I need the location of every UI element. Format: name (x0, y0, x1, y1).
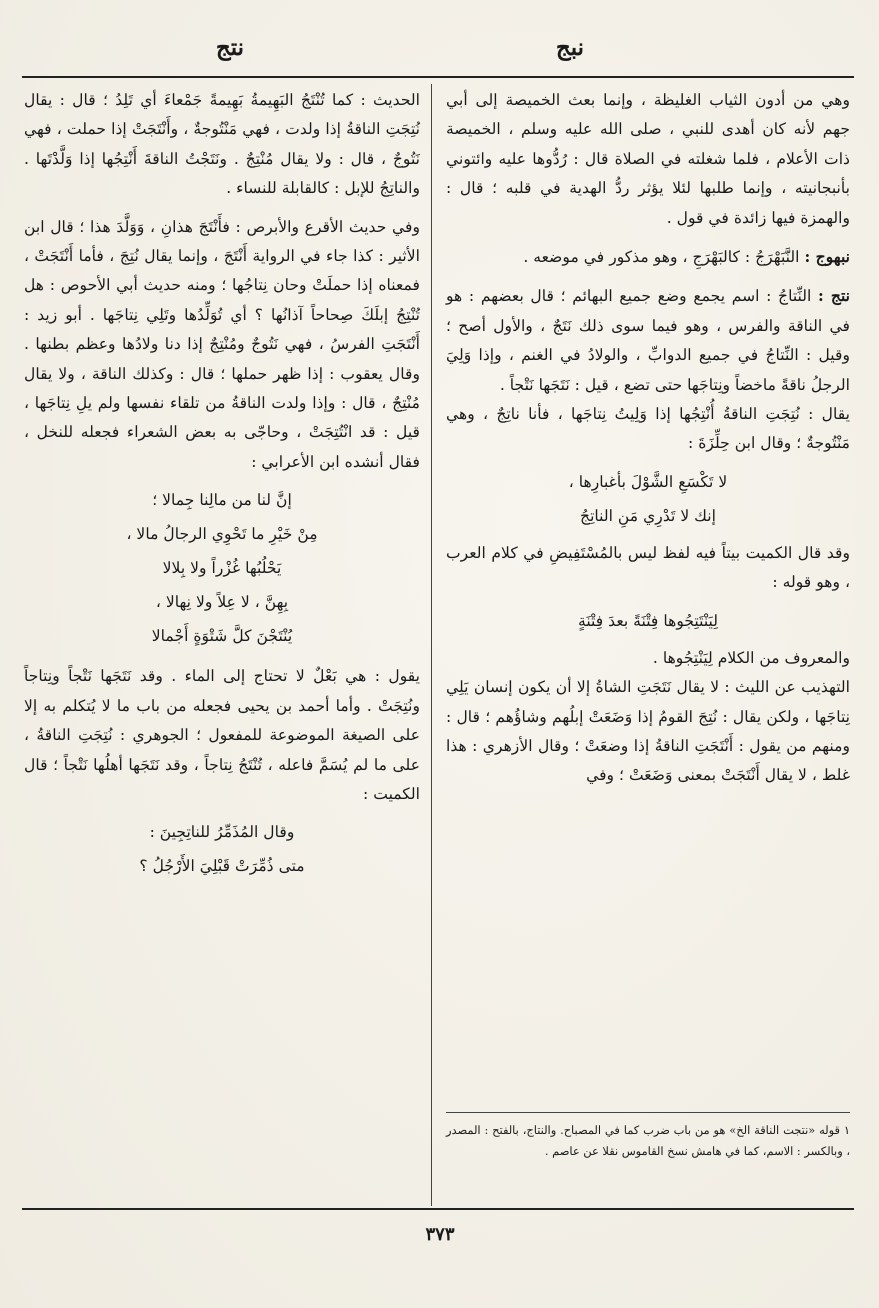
footnote-text: قوله «نتجت الناقة الخ» هو من باب ضرب كما في المصباح. والنتاج، بالفتح : المصدر ، وبالكسر : الاسم، كما في هامش نسخ القاموس نقلا عن عاصم . (446, 1123, 850, 1158)
paragraph: وقد قال الكميت بيتاً فيه لفظ ليس بالمُسْتَفِيضِ في كلام العرب ، وهو قوله : (446, 543, 850, 592)
verse-line: وقال المُذَمِّرُ للناتِجِينَ : (149, 823, 295, 842)
verse-line: لِيَنْتَتِجُوها فِتْنَةً بعدَ فِتْنَةٍ (577, 611, 719, 630)
verse-line: إنَّ لنا من مالِنا جِمالا ؛ (152, 491, 292, 510)
paragraph: التهذيب عن الليث : لا يقال نَتَجَتِ الشاةُ إلا أن يكون إنسان يَلِي نِتاجَها ، ولكن يقال : نُتِجَ القومُ إذا وَضَعَتْ إبلُهم وشاؤُهم ؛ قال : ومنهم من يقول : أَنْتَجَتِ الناقةُ إذا وضعَتْ ؛ وقال الأزهري : هذا غلط ، لا يقال أَنْتَجَتْ بمعنى وَضَعَتْ ؛ وفي (446, 678, 850, 785)
verse-line: يَحْلُبُها غُزْراً ولا بِلالا (162, 559, 282, 578)
verse-block (446, 604, 850, 638)
footnote (446, 1120, 850, 1162)
left-column (24, 86, 420, 889)
footnote-number: ١ (843, 1123, 850, 1137)
paragraph: والمعروف من الكلام لِيَنْتِجُوها . (652, 648, 850, 667)
entry-ntj (446, 281, 850, 400)
column-divider (431, 84, 432, 1206)
header-word-right: نبج (555, 34, 585, 61)
paragraph: يقال : نُتِجَتِ الناقةُ أُنْتِجُها إذا وَلِيتُ نِتاجَها ، فأنا ناتِجٌ ، وهي مَنْتُوجةٌ ؛ وقال ابن حِلِّزَةَ : (446, 405, 850, 453)
paragraph: وفي حديث الأقرع والأبرص : فأَنْتَجَ هذانِ ، وَوَلَّدَ هذا ؛ قال ابن الأثير : كذا جاء في الرواية أَنْتَجَ ، وإنما يقال نُتِجَ ، فأما أَنْتَجَتْ ، فمعناه إذا حملَتْ وحان نِتاجُها ؛ ومنه حديث أبي الأحوص : هل تُنْتِجُ إبلَكَ صِحاحاً آذانُها ؟ أي تُوَلِّدُها وتَلِي نِتاجَها . أبو زيد : أَنْتَجَتِ الفرسُ ، فهي نَتُوجٌ ومُنْتِجٌ إذا دنا ولادُها وعظم بطنها . وقال يعقوب : إذا ظهر حملها ؛ قال : وكذلك الناقة ، ولا يقال مُنْتِجٌ ، قال : وإذا ولدت الناقةُ من تلقاء نفسها ولم يلِ نِتاجَها ، قيل : قد انْتُتِجَتْ ، وحاجّى به بعض الشعراء فجعله للنخل ، فقال أنشده ابن الأعرابي : (24, 217, 420, 471)
entry-headword: نتج : (818, 286, 850, 306)
verse-line: متى ذُمِّرَتْ قَبْلِيَ الأَرْجُلُ ؟ (139, 857, 305, 876)
verse-line: يُنْتَجْنَ كلَّ شَتْوَةٍ أَجْمالا (151, 627, 293, 646)
verse-line: إنك لا تَدْرِي مَنِ الناتِجُ (580, 506, 716, 525)
entry-text: النِّتاجُ : اسم يجمع وضع جميع البهائم ؛ قال بعضهم : هو في الناقة والفرس ، وهو فيما سوى ذلك نَتَجٌ ، والأول أصح ؛ وقيل : النِّتاجُ في جميع الدوابِّ ، والولادُ في الغنم ، وإذا وَلِيَ الرجلُ ناقةً ماخضاً ونِتاجَها حتى تضع ، قيل : نَتَجَها نَتْجاً . (446, 287, 850, 394)
verse-block (446, 465, 850, 533)
top-rule (22, 76, 854, 78)
verse-block (24, 815, 420, 883)
footnote-rule (446, 1112, 850, 1113)
right-column (446, 86, 850, 791)
paragraph: وهي من أدون الثياب الغليظة ، وإنما بعث الخميصة إلى أبي جهم لأنه كان أهدى للنبي ، صلى الله عليه وسلم ، الخميصة ذات الأعلام ، فلما شغلته في الصلاة قال : رُدُّوها عليه وائتوني بأنبجانيته ، وإنما طلبها لئلا يؤثر ردُّ الهدية في قلبه ؛ قال : والهمزة فيها زائدة في قول . (446, 91, 850, 227)
verse-block (24, 483, 420, 653)
verse-line: بِهِنَّ ، لا عِلاً ولا نِهالا ، (155, 593, 289, 612)
page-number: ٣٧٣ (425, 1224, 455, 1245)
verse-line: مِنْ خَيْرِ ما تَحْوِي الرجالُ مالا ، (126, 525, 318, 544)
paragraph: يقول : هي بَعْلٌ لا تحتاج إلى الماء . وقد نَتَجَها نَتْجاً ونِتاجاً ونُتِجَتْ . وأما أحمد بن يحيى فجعله من باب ما لا يُتكلم به إلا على الصيغة الموضوعة للمفعول ؛ الجوهري : نُتِجَتِ الناقةُ ، على ما لم يُسَمَّ فاعله ، تُنْتَجُ نِتاجاً ، وقد نَتَجَها أهلُها نَتْجاً ؛ قال الكميت : (24, 667, 420, 803)
bottom-rule (22, 1208, 854, 1210)
verse-line: لا تَكْسَعِ الشَّوْلَ بأغبارِها ، (568, 472, 728, 491)
entry-nbhj (446, 242, 850, 272)
paragraph: الحديث : كما تُنْتَجُ البَهِيمةُ بَهِيمةً جَمْعاءَ أي تَلِدُ ؛ قال : يقال نُتِجَتِ الناقةُ إذا ولدت ، فهي مَنْتُوجةٌ ، وأَنْتَجَتْ إذا حملت ، فهي نَتُوجٌ ، قال : ولا يقال مُنْتِجٌ . ونَتَجْتُ الناقةَ أَنْتِجُها إذا وَلَّدْتَها . والناتِجُ للإبل : كالقابلة للنساء . (24, 91, 420, 198)
entry-headword: نبهوج : (804, 247, 850, 267)
entry-text: النَّبَهْرَجُ : كالبَهْرَجِ ، وهو مذكور في موضعه . (523, 248, 800, 267)
header-word-left: نتج (215, 34, 245, 61)
